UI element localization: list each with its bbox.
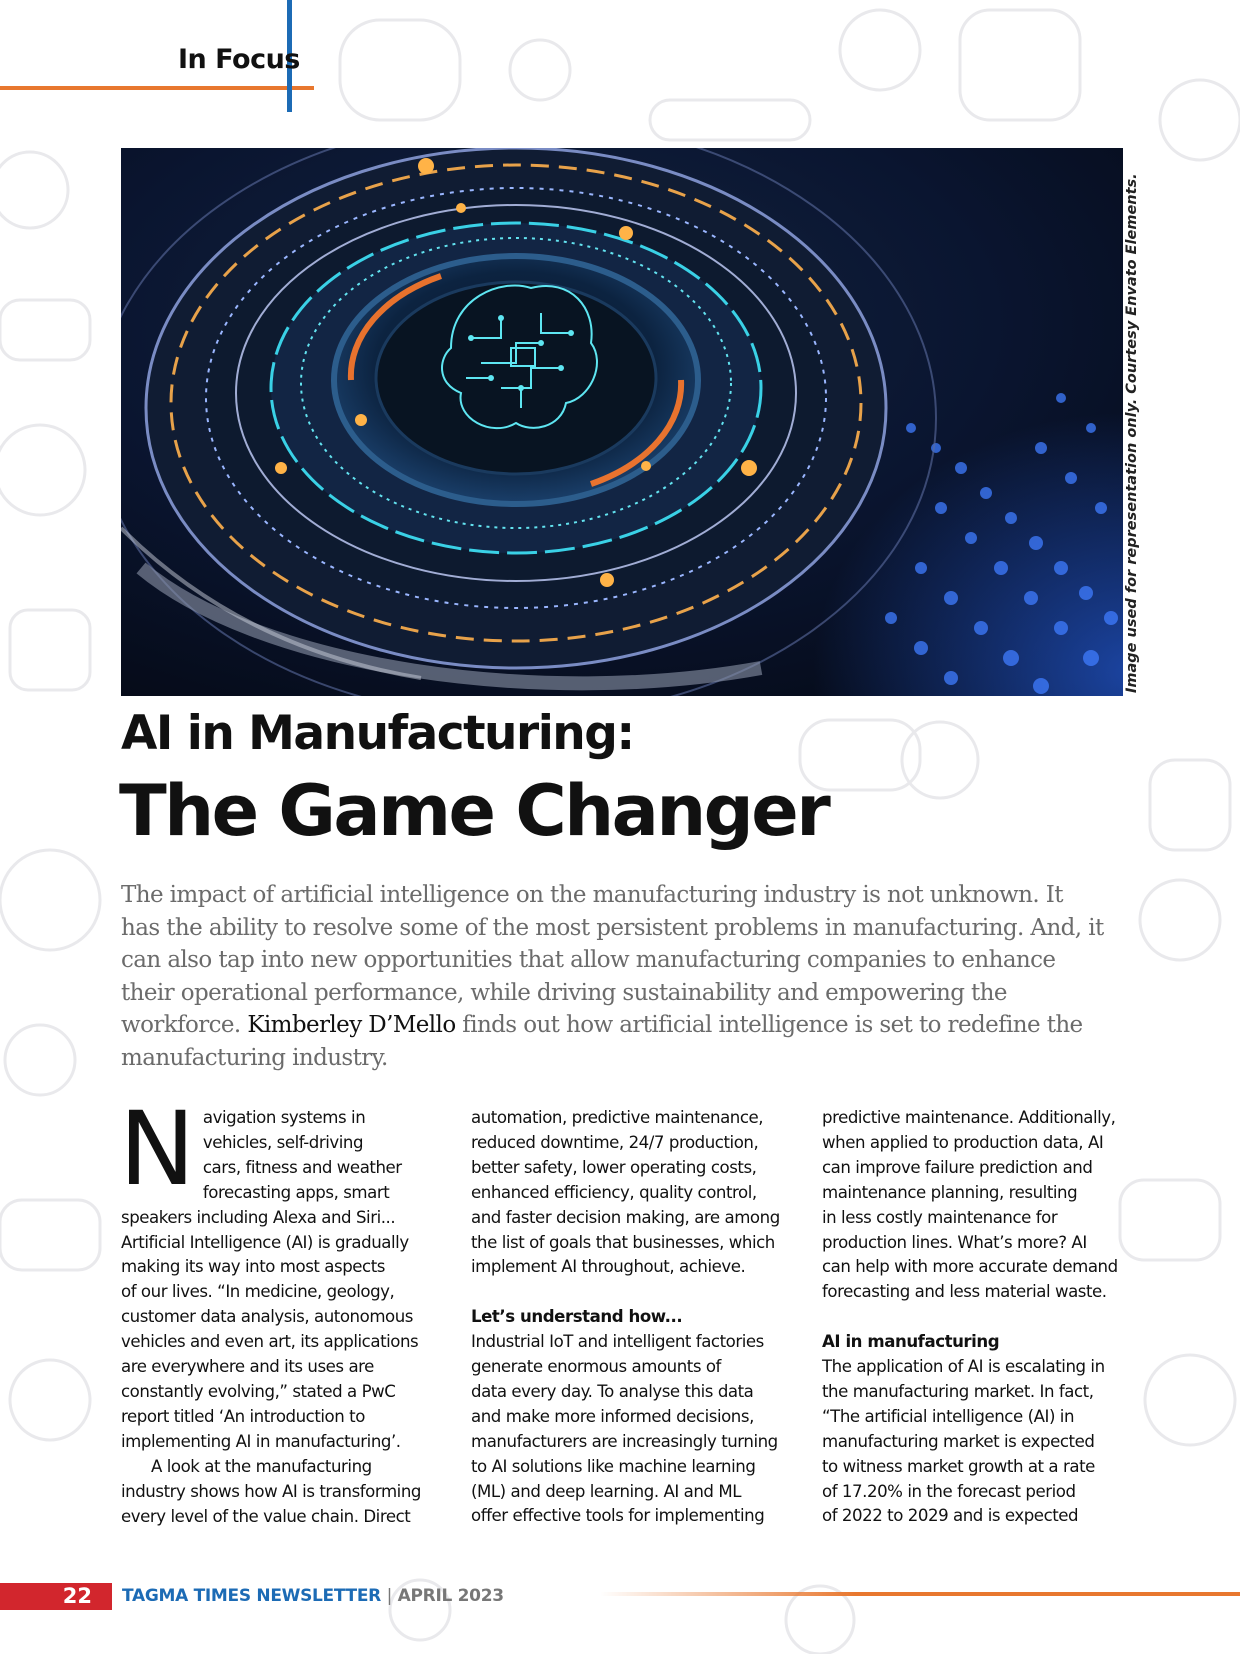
text-line: avigation systems in <box>202 1108 366 1127</box>
text-line: and faster decision making, are among <box>471 1207 780 1227</box>
text-line: in less costly maintenance for <box>822 1207 1058 1227</box>
image-credit: Image used for representation only. Courtesy Envato Elements. <box>1124 173 1140 693</box>
text-line: The application of AI is escalating in <box>822 1357 1105 1377</box>
text-line: “The artificial intelligence (AI) in <box>822 1406 1075 1426</box>
footer-separator: | <box>386 1586 393 1606</box>
text-line: A look at the manufacturing <box>151 1456 372 1476</box>
text-line: better safety, lower operating costs, <box>471 1157 757 1177</box>
text-line: of 17.20% in the forecast period <box>822 1481 1076 1501</box>
text-line: customer data analysis, autonomous <box>121 1307 413 1327</box>
text-line: offer effective tools for implementing <box>471 1506 765 1526</box>
section-label: In Focus <box>178 44 300 75</box>
text-line: manufacturers are increasingly turning <box>471 1431 778 1451</box>
standfirst-text-before: The impact of artificial intelligence on the manufacturing industry is not unknown. It has the ability to resolve some of the most persistent problems in manufacturing. And, it can also tap into new opportunities that allow manufacturing companies to enhance their operational performance, while driving sustainability and empowering the workforce. <box>121 882 1104 1038</box>
text-line: can improve failure prediction and <box>822 1157 1093 1177</box>
body-column-1 <box>119 1090 421 1529</box>
text-line: to witness market growth at a rate <box>822 1456 1095 1476</box>
text-line: enhanced efficiency, quality control, <box>471 1182 757 1202</box>
paragraph <box>822 1106 1122 1305</box>
issue-date: APRIL 2023 <box>397 1586 504 1606</box>
publication-name: TAGMA TIMES NEWSLETTER <box>122 1586 381 1606</box>
paragraph <box>471 1330 778 1529</box>
text-line: speakers including Alexa and Siri... <box>121 1207 396 1227</box>
text-line: reduced downtime, 24/7 production, <box>471 1132 759 1152</box>
text-line: data every day. To analyse this data <box>471 1381 754 1401</box>
footer-rule <box>600 1592 1240 1596</box>
text-line: manufacturing market is expected <box>822 1431 1095 1451</box>
text-line: generate enormous amounts of <box>471 1357 721 1377</box>
text-line: of our lives. “In medicine, geology, <box>121 1282 395 1302</box>
paragraph <box>119 1090 421 1455</box>
paragraph <box>471 1106 780 1280</box>
text-line: constantly evolving,” stated a PwC <box>121 1381 396 1401</box>
text-line: Industrial IoT and intelligent factories <box>471 1332 764 1352</box>
text-line: maintenance planning, resulting <box>822 1182 1078 1202</box>
text-line: implement AI throughout, achieve. <box>471 1257 746 1277</box>
text-line: can help with more accurate demand <box>822 1257 1118 1277</box>
text-line: production lines. What’s more? AI <box>822 1232 1087 1252</box>
text-line: industry shows how AI is transforming <box>121 1481 421 1501</box>
paragraph <box>822 1355 1122 1529</box>
text-line: vehicles, self-driving <box>202 1132 364 1152</box>
subheading: Let’s understand how... <box>471 1307 683 1327</box>
text-line: of 2022 to 2029 and is expected <box>822 1506 1079 1526</box>
text-line: predictive maintenance. Additionally, <box>822 1108 1116 1127</box>
ai-brain-circuit-icon <box>121 148 1123 696</box>
text-line: vehicles and even art, its applications <box>121 1332 419 1352</box>
text-line: are everywhere and its uses are <box>121 1357 374 1377</box>
page-number: 22 <box>0 1583 112 1610</box>
body-column-2 <box>471 1106 780 1529</box>
article-title-line2: The Game Changer <box>119 770 829 852</box>
body-column-3 <box>822 1106 1122 1529</box>
text-line: Artificial Intelligence (AI) is gradually <box>121 1232 409 1252</box>
standfirst <box>121 879 1106 1074</box>
author-name: Kimberley D’Mello <box>247 1012 456 1038</box>
article-title-line1: AI in Manufacturing: <box>121 706 634 761</box>
standfirst-text-after: finds out how artificial intelligence is set to redefine the manufacturing industry. <box>121 1012 1083 1071</box>
subheading: AI in manufacturing <box>822 1332 1000 1352</box>
text-line: report titled ‘An introduction to <box>121 1406 365 1426</box>
text-line: implementing AI in manufacturing’. <box>121 1431 401 1451</box>
text-line: cars, fitness and weather <box>202 1157 402 1177</box>
footer-publication <box>122 1586 504 1606</box>
text-line: making its way into most aspects <box>121 1257 385 1277</box>
text-line: forecasting and less material waste. <box>822 1282 1107 1302</box>
text-line: and make more informed decisions, <box>471 1406 754 1426</box>
text-line: every level of the value chain. Direct <box>121 1506 411 1526</box>
text-line: (ML) and deep learning. AI and ML <box>471 1481 742 1501</box>
drop-cap: N <box>119 1090 195 1209</box>
text-line: to AI solutions like machine learning <box>471 1456 756 1476</box>
paragraph <box>121 1455 421 1530</box>
text-line: forecasting apps, smart <box>202 1182 390 1202</box>
text-line: the manufacturing market. In fact, <box>822 1381 1094 1401</box>
hero-image <box>121 148 1123 696</box>
text-line: the list of goals that businesses, which <box>471 1232 775 1252</box>
text-line: automation, predictive maintenance, <box>471 1108 764 1127</box>
header-rule-orange <box>0 86 314 90</box>
text-line: when applied to production data, AI <box>822 1132 1104 1152</box>
